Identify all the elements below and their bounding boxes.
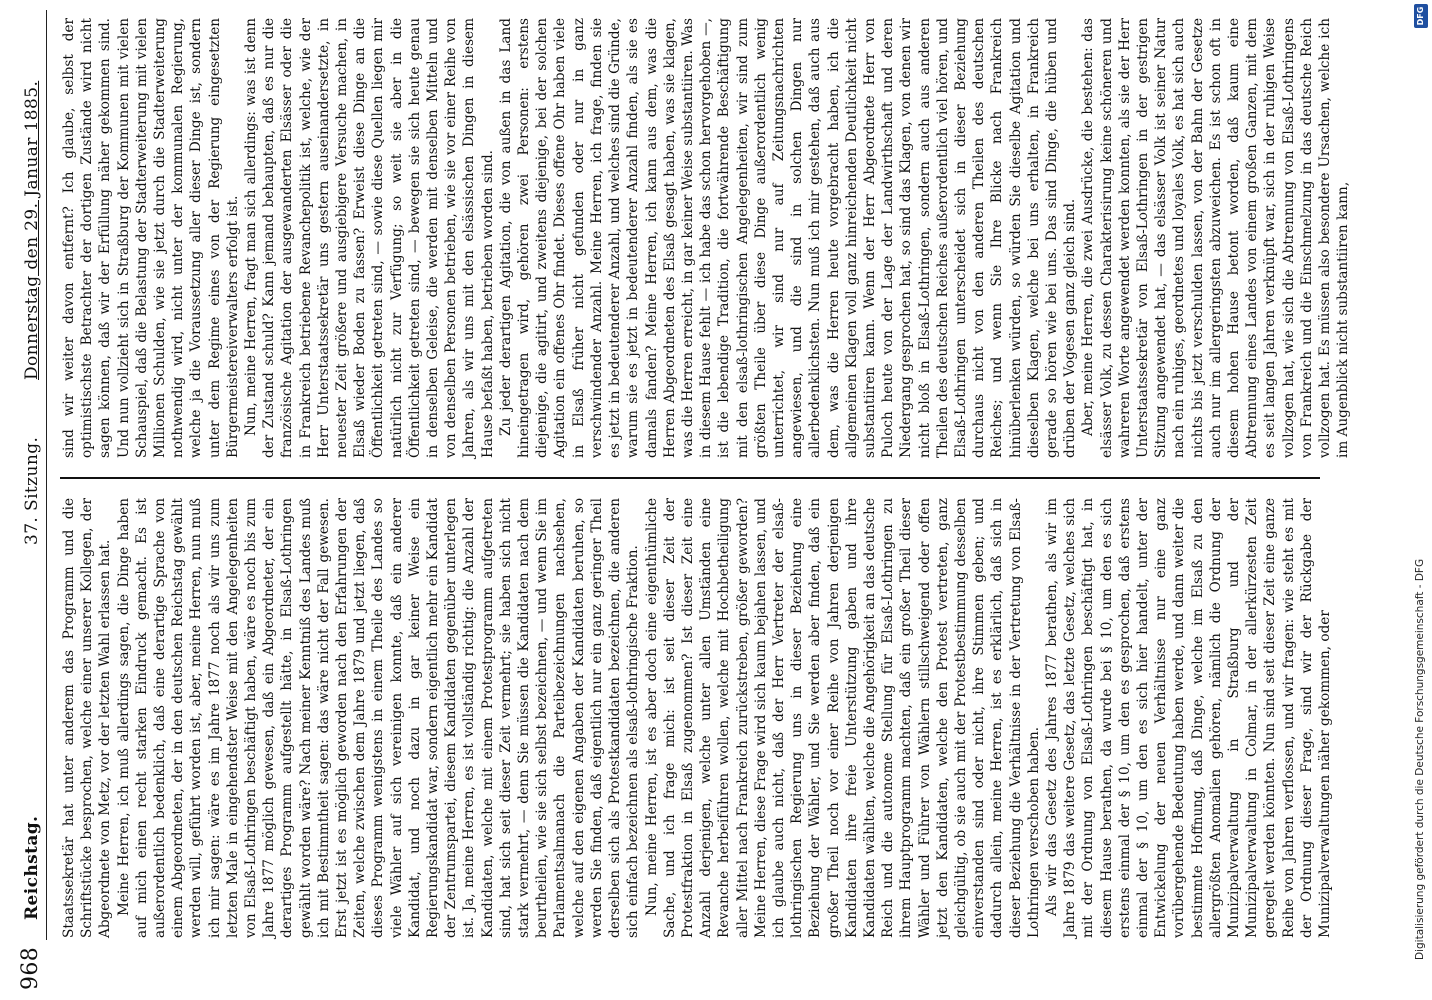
paragraph: Als wir das Gesetz des Jahres 1877 berathen, als wir im Jahre 1879 das weitere Gesetz, das letzte Gesetz, welches sich mit der Ordnung von Elsaß-Lothringen beschäftigt hat, in diesem Hause berathen, da wurde bei § 10, um den es sich erstens einmal der § 10, um den es gesprochen, daß erstens einmal der § 10, um den es sich hier handelt, unter der Entwickelung der neuen Verhältnisse nur eine ganz vorübergehende Bedeutung haben werde, und dann weiter die bestimmte Hoffnung, daß Dinge, welche im Elsaß zu den allergrößten Anomalien gehören, nämlich die Ordnung der Munizipalverwaltung in Straßburg und der Munizipalverwaltung in Colmar, in der allerkürzesten Zeit geregelt werden könnten. Nun sind seit dieser Zeit eine ganze Reihe von Jahren verflossen, und wir fragen: wie steht es mit der Ordnung dieser Frage, sind wir der Rückgabe der Munizipalverwaltungen näher gekommen, oder (1043, 498, 1334, 938)
page-header (8, 0, 48, 1000)
right-column (60, 18, 1352, 458)
paragraph: Zu jeder derartigen Agitation, die von außen in das Land hineingetragen wird, gehören zwei Personen: erstens diejenige, die agitirt, und zweitens diejenige, bei der solchen Agitation ein offenes Ohr findet. Dieses offene Ohr haben viele in Elsaß früher nicht gefunden oder nur in ganz verschwindender Anzahl. Meine Herren, ich frage, finden sie es jetzt in bedeutenderer Anzahl, und welches sind die Gründe, warum sie es jetzt in bedeutenderer Anzahl finden, als sie es damals fanden? Meine Herren, ich kann aus dem, was die Herren Abgeordneten des Elsaß gesagt haben, was sie klagen, was die Herren erreicht, in gar keiner Weise substantiiren. Was in diesem Hause fehlt — ich habe das schon hervorgehoben —, ist die lebendige Tradition, die fortwährende Beschäftigung mit den elsaß-lothringischen Angelegenheiten, wir sind zum größten Theile über diese Dinge außerordentlich wenig unterrichtet, wir sind nur auf Zeitungsnachrichten angewiesen, und die sind in solchen Dingen nur allerbedenklichsten. Nun muß ich mir gestehen, daß auch aus dem, was die Herren heute vorgebracht haben, ich die allgemeinen Klagen voll ganz hinreichenden Deutlichkeit nicht substantiiren kann. Wenn der Herr Abgeordnete Herr von Puloch heute von der Lage der Landwirthschaft und deren Niedergang gesprochen hat, so sind das Klagen, von denen wir nicht bloß in Elsaß-Lothringen, sondern auch aus anderen Theilen des deutschen Reiches außerordentlich viel hören, und Elsaß-Lothringen unterscheidet sich in dieser Beziehung durchaus nicht von den anderen Theilen des deutschen Reiches; und wenn Sie Ihre Blicke nach Frankreich hinüberlenken würden, so würden Sie dieselbe Agitation und dieselben Klagen, welche bei uns erhalten, in Frankreich gerade so hören wie bei uns. Das sind Dinge, die hüben und drüben der Vogesen ganz gleich sind. (497, 18, 1079, 458)
paragraph: Aber, meine Herren, die zwei Ausdrücke, die bestehen: das elsässer Volk, zu dessen Charakterisirung keine schöneren und wahreren Worte angewendet werden konnten, als sie der Herr Unterstaatssekretär von Elsaß-Lothringen in der gestrigen Sitzung angewendet hat, — das elsässer Volk ist seiner Natur nach ein ruhiges, geordnetes und loyales Volk, es hat sich auch nichts bis jetzt verschulden lassen, von der Bahn der Gesetze auch nur im allergeringsten abzuweichen. Es ist schon oft in diesem hohen Hause betont worden, daß kaum eine Abtrennung eines Landes von einem großen Ganzen, mit dem es seit langen Jahren verknüpft war, sich in der ruhigen Weise vollzogen hat, wie sich die Abtrennung von Elsaß-Lothringens von Frankreich und die Einschmelzung in das deutsche Reich vollzogen hat. Es müssen also besondere Ursachen, welche ich im Augenblick nicht substantiiren kann, (1080, 18, 1352, 458)
page-number: 968 (18, 946, 43, 990)
header-rule (46, 10, 47, 940)
column-separator (60, 477, 1320, 479)
paragraph: Staatssekretär hat unter anderem das Programm und die Schriftstücke besprochen, welche einer unserer Kollegen, der Abgeordnete von Metz, vor der letzten Wahl erlassen hat. (61, 498, 114, 938)
running-title: Reichstag. (22, 815, 42, 920)
session-label: 37. Sitzung. (22, 436, 42, 545)
paragraph: Nun, meine Herren, ist es aber doch eine eigenthümliche Sache, und ich frage mich: ist seit dieser Zeit der Protestfraktion in Elsaß zugenommen? Ist dieser Zeit eine Anzahl derjenigen, welche unter allen Umständen eine Revanche herbeiführen wollen, welche mit Hochbetheiligung aller Mittel nach Frankreich zurückstreben, größer geworden? Meine Herren, diese Frage wird sich kaum bejahen lassen, und ich glaube auch nicht, daß der Herr Vertreter der elsaß-lothringischen Regierung uns in dieser Beziehung eine Beziehung der Wähler, und Sie werden aber finden, daß ein großer Theil noch vor einer Reihe von Jahren derjenigen Kandidaten ihre freie Unterstützung gaben und ihre Kandidaten wählten, welche die Angehörigkeit an das deutsche Reich und die autonome Stellung für Elsaß-Lothringen zu ihrem Hauptprogramm machten, daß ein großer Theil dieser Wähler und Führer von Wählern stillschweigend oder offen jetzt den Kandidaten, welche den Protest vertreten, ganz gleichgültig, ob sie auch mit der Protestbestimmung desselben einverstanden sind oder nicht, ihre Stimmen geben; und dadurch allein, meine Herren, ist es erklärlich, daß sich in dieser Beziehung die Verhältnisse in der Vertretung von Elsaß-Lothringen verschoben haben. (643, 498, 1042, 938)
paragraph: Nun, meine Herren, fragt man sich allerdings: was ist denn der Zustand schuld? Kann jemand behaupten, daß es nur die französische Agitation der ausgewanderten Elsässer oder die in Frankreich betriebene Revanchepolitik ist, welche, wie der Herr Unterstaatssekretär uns gestern auseinandersetzte, in neuester Zeit größere und ausgiebigere Versuche machen, in Elsaß wieder Boden zu fassen? Erweist diese Dinge an die Öffentlichkeit getreten sind, — sowie diese Quellen liegen mir natürlich nicht zur Verfügung; so weit sie aber in die Öffentlichkeit getreten sind, — bewegen sie sich heute genau in denselben Geleise, die werden mit denselben Mitteln und von denselben Personen betrieben, wie sie vor einer Reihe von Jahren, als wir uns mit den elsässischen Dingen in diesem Hause befaßt haben, betrieben worden sind. (243, 18, 496, 458)
left-column (60, 498, 1334, 938)
credit-text: Digitalisierung gefördert durch die Deutsche Forschungsgemeinschaft - DFG (1414, 558, 1426, 960)
paragraph: sind wir weiter davon entfernt? Ich glaube, selbst der optimistischste Betrachter der dortigen Zustände wird nicht sagen können, daß wir der Erfüllung näher gekommen sind. Und nun vollzieht sich in Straßburg der Kommunen mit vielen Schauspiel, daß die Belastung der Stadterweiterung mit vielen Millionen Schulden, wie sie jetzt durch die Stadterweiterung nothwendig wird, nicht unter der kommunalen Regierung, welche ja die Voraussetzung aller dieser Dinge ist, sondern unter dem Regime eines von der Regierung eingesetzten Bürgermeistereiverwalters erfolgt ist. (61, 18, 241, 458)
digitization-credit (1410, 30, 1430, 970)
dfg-logo-text: DFG (1416, 6, 1425, 26)
session-date: Donnerstag den 29. Januar 1885. (22, 80, 42, 380)
paragraph: Meine Herren, ich muß allerdings sagen, die Dinge haben auf mich einen recht starken Eindruck gemacht. Es ist außerordentlich bedenklich, daß eine derartige Sprache von einem Abgeordneten, der in den deutschen Reichstag gewählt werden will, geführt worden ist, aber, meine Herren, nun muß ich mir sagen: wäre es im Jahre 1877 noch als wir uns zum letzten Male in eingehendster Weise mit den Angelegenheiten von Elsaß-Lothringen beschäftigt haben, wäre es noch bis zum Jahre 1877 möglich gewesen, daß ein Abgeordneter, der ein derartiges Programm aufgestellt hätte, in Elsaß-Lothringen gewählt worden wäre? Nach meiner Kenntniß des Landes muß ich mit Bestimmtheit sagen: das wäre nicht der Fall gewesen. Erst jetzt ist es möglich geworden nach den Erfahrungen der Zeiten, welche zwischen dem Jahre 1879 und jetzt liegen, daß dieses Programm wenigstens in einem Theile des Landes so viele Wähler auf sich vereinigen konnte, daß ein anderer Kandidat, und noch dazu in gar keiner Weise ein Regierungskandidat war, sondern eigentlich mehr ein Kandidat der Zentrumspartei, diesem Kandidaten gegenüber unterlegen ist. Ja, meine Herren, es ist vollständig richtig: die Anzahl der Kandidaten, welche mit einem Protestprogramm aufgetreten sind, hat sich seit dieser Zeit vermehrt; sie haben sich nicht stark vermehrt, — denn Sie müssen die Kandidaten nach dem beurtheilen, wie sie sich selbst bezeichnen, — und wenn Sie im Parlamentsalmanach die Parteibezeichnungen nachsehen, welche auf den eigenen Angaben der Kandidaten beruhen, so werden Sie finden, daß eigentlich nur ein ganz geringer Theil derselben sich als Protestkandidaten bezeichnen, die anderen sich einfach bezeichnen als elsaß-lothringische Fraktion. (115, 498, 642, 938)
